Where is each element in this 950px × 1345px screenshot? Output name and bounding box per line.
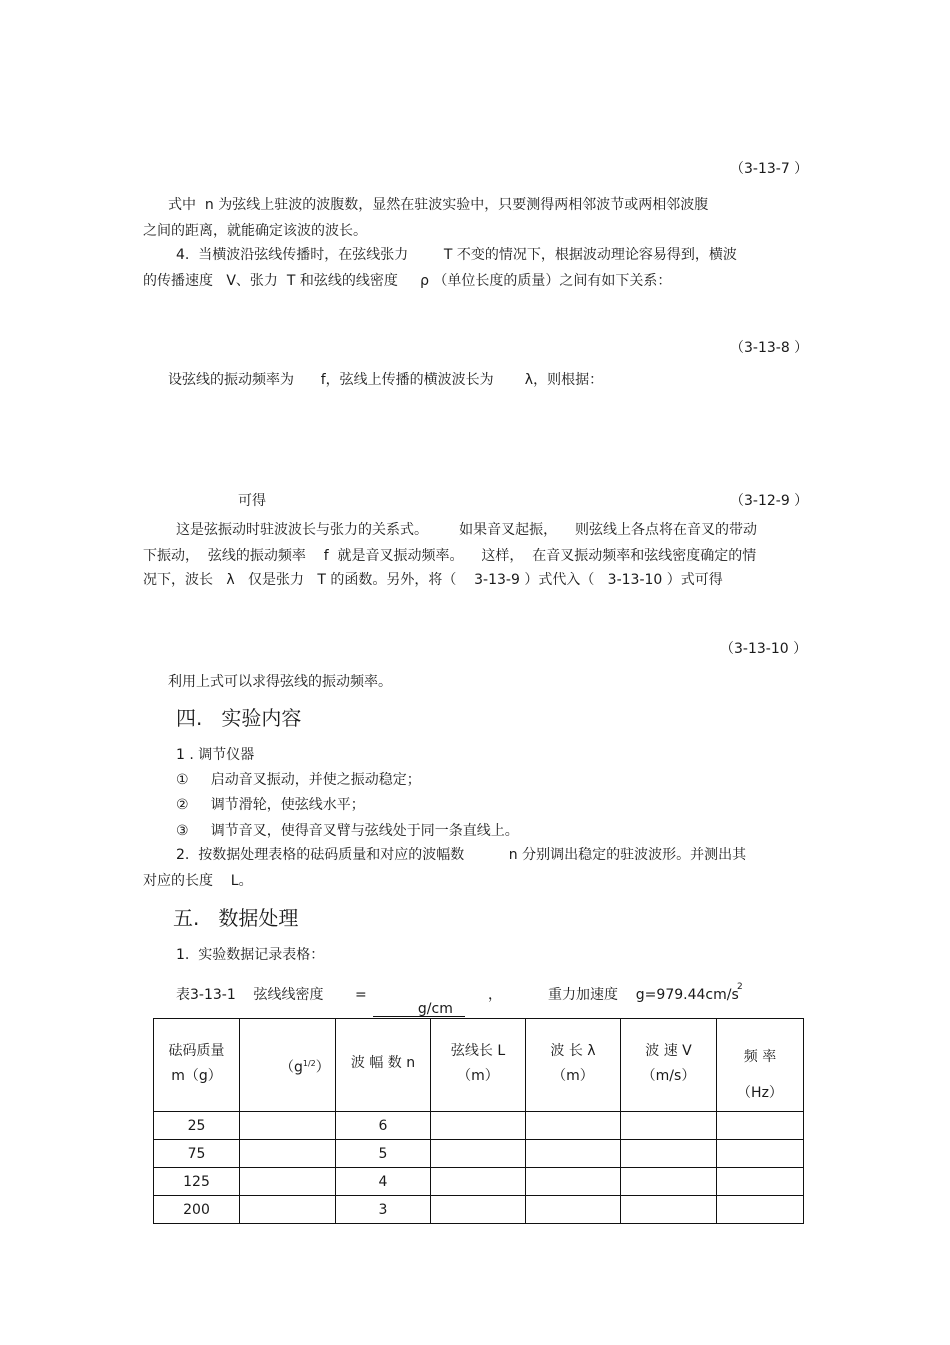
- header-antinode-count: 波 幅 数 n: [336, 1019, 431, 1112]
- paragraph-line: 可得: [238, 493, 266, 509]
- paragraph-line: 这是弦振动时驻波波长与张力的关系式。 如果音叉起振， 则弦线上各点将在音叉的带动: [176, 522, 757, 538]
- cell-antinode-count: 5: [336, 1140, 431, 1168]
- cell-wavelength[interactable]: [526, 1168, 621, 1196]
- cell-speed[interactable]: [621, 1140, 717, 1168]
- list-item: ② 调节滑轮，使弦线水平；: [176, 797, 365, 813]
- cell-length[interactable]: [431, 1196, 526, 1224]
- header-sqrt-mass: $(g^{1/2})$: [240, 1019, 336, 1112]
- cell-wavelength[interactable]: [526, 1140, 621, 1168]
- cell-wavelength[interactable]: [526, 1196, 621, 1224]
- cell-length[interactable]: [431, 1168, 526, 1196]
- list-item: 对应的长度 L。: [143, 873, 253, 889]
- cell-length[interactable]: [431, 1112, 526, 1140]
- cell-antinode-count: 3: [336, 1196, 431, 1224]
- cell-sqrt-mass[interactable]: [240, 1112, 336, 1140]
- table-header-row: [154, 1019, 804, 1112]
- cell-antinode-count: 4: [336, 1168, 431, 1196]
- table-row: [154, 1168, 804, 1196]
- cell-frequency[interactable]: [717, 1196, 804, 1224]
- header-wavelength: 波 长 λ （m）: [526, 1019, 621, 1112]
- paragraph-line: 4. 当横波沿弦线传播时，在弦线张力 T 不变的情况下，根据波动理论容易得到，横波: [176, 247, 737, 263]
- cell-speed[interactable]: [621, 1196, 717, 1224]
- cell-mass: 200: [154, 1196, 240, 1224]
- cell-antinode-count: 6: [336, 1112, 431, 1140]
- table-caption-equals: =: [355, 987, 367, 1003]
- header-string-length: 弦线长 L （m）: [431, 1019, 526, 1112]
- cell-speed[interactable]: [621, 1168, 717, 1196]
- table-row: [154, 1112, 804, 1140]
- list-item: 1. 实验数据记录表格：: [176, 947, 325, 963]
- paragraph-line: 的传播速度 V、张力 T 和弦线的线密度 ρ （单位长度的质量）之间有如下关系：: [143, 273, 672, 289]
- equation-number-3-13-8: （3-13-8 ）: [730, 340, 809, 356]
- table-caption-superscript: 2: [737, 982, 743, 992]
- paragraph-line: 之间的距离，就能确定该波的波长。: [143, 223, 367, 239]
- header-wave-speed: 波 速 V （m/s）: [621, 1019, 717, 1112]
- list-item: 2. 按数据处理表格的砝码质量和对应的波幅数 n 分别调出稳定的驻波波形。并测出其: [176, 847, 747, 863]
- cell-sqrt-mass[interactable]: [240, 1140, 336, 1168]
- cell-frequency[interactable]: [717, 1168, 804, 1196]
- table-row: [154, 1196, 804, 1224]
- equation-number-3-13-10: （3-13-10 ）: [720, 641, 808, 657]
- list-item: ③ 调节音叉，使得音叉臂与弦线处于同一条直线上。: [176, 823, 519, 839]
- table-row: [154, 1140, 804, 1168]
- cell-mass: 25: [154, 1112, 240, 1140]
- table-caption-comma: ，: [488, 987, 502, 1003]
- paragraph-line: 下振动， 弦线的振动频率 f 就是音叉振动频率。 这样， 在音叉振动频率和弦线密度确定的情: [143, 548, 757, 564]
- paragraph-line: 利用上式可以求得弦线的振动频率。: [168, 674, 392, 690]
- header-frequency: 频 率 （Hz）: [717, 1019, 804, 1112]
- cell-speed[interactable]: [621, 1112, 717, 1140]
- paragraph-line: 式中 n 为弦线上驻波的波腹数，显然在驻波实验中，只要测得两相邻波节或两相邻波腹: [168, 197, 709, 213]
- cell-length[interactable]: [431, 1140, 526, 1168]
- table-caption-density-blank: [364, 988, 465, 1017]
- list-item: 1 . 调节仪器: [176, 747, 255, 763]
- cell-frequency[interactable]: [717, 1112, 804, 1140]
- data-record-table: [153, 1018, 804, 1224]
- cell-wavelength[interactable]: [526, 1112, 621, 1140]
- table-caption-label: 表3-13-1 弦线线密度: [176, 987, 324, 1003]
- equation-number-3-13-7: （3-13-7 ）: [730, 161, 809, 177]
- cell-mass: 125: [154, 1168, 240, 1196]
- cell-sqrt-mass[interactable]: [240, 1168, 336, 1196]
- equation-number-3-12-9: （3-12-9 ）: [730, 493, 809, 509]
- header-mass: 砝码质量 m（g）: [154, 1019, 240, 1112]
- density-unit: g/cm: [373, 1002, 465, 1017]
- paragraph-line: 设弦线的振动频率为 f，弦线上传播的横波波长为 λ，则根据：: [168, 372, 604, 388]
- cell-frequency[interactable]: [717, 1140, 804, 1168]
- cell-mass: 75: [154, 1140, 240, 1168]
- table-caption-gravity: 重力加速度 g=979.44cm/s: [548, 987, 739, 1003]
- list-item: ① 启动音叉振动，并使之振动稳定；: [176, 772, 421, 788]
- paragraph-line: 况下，波长 λ 仅是张力 T 的函数。另外，将（ 3-13-9 ）式代入（ 3-13-10 ）式可得: [143, 572, 723, 588]
- section-heading-5: 五. 数据处理: [173, 906, 299, 930]
- section-heading-4: 四. 实验内容: [176, 706, 302, 730]
- cell-sqrt-mass[interactable]: [240, 1196, 336, 1224]
